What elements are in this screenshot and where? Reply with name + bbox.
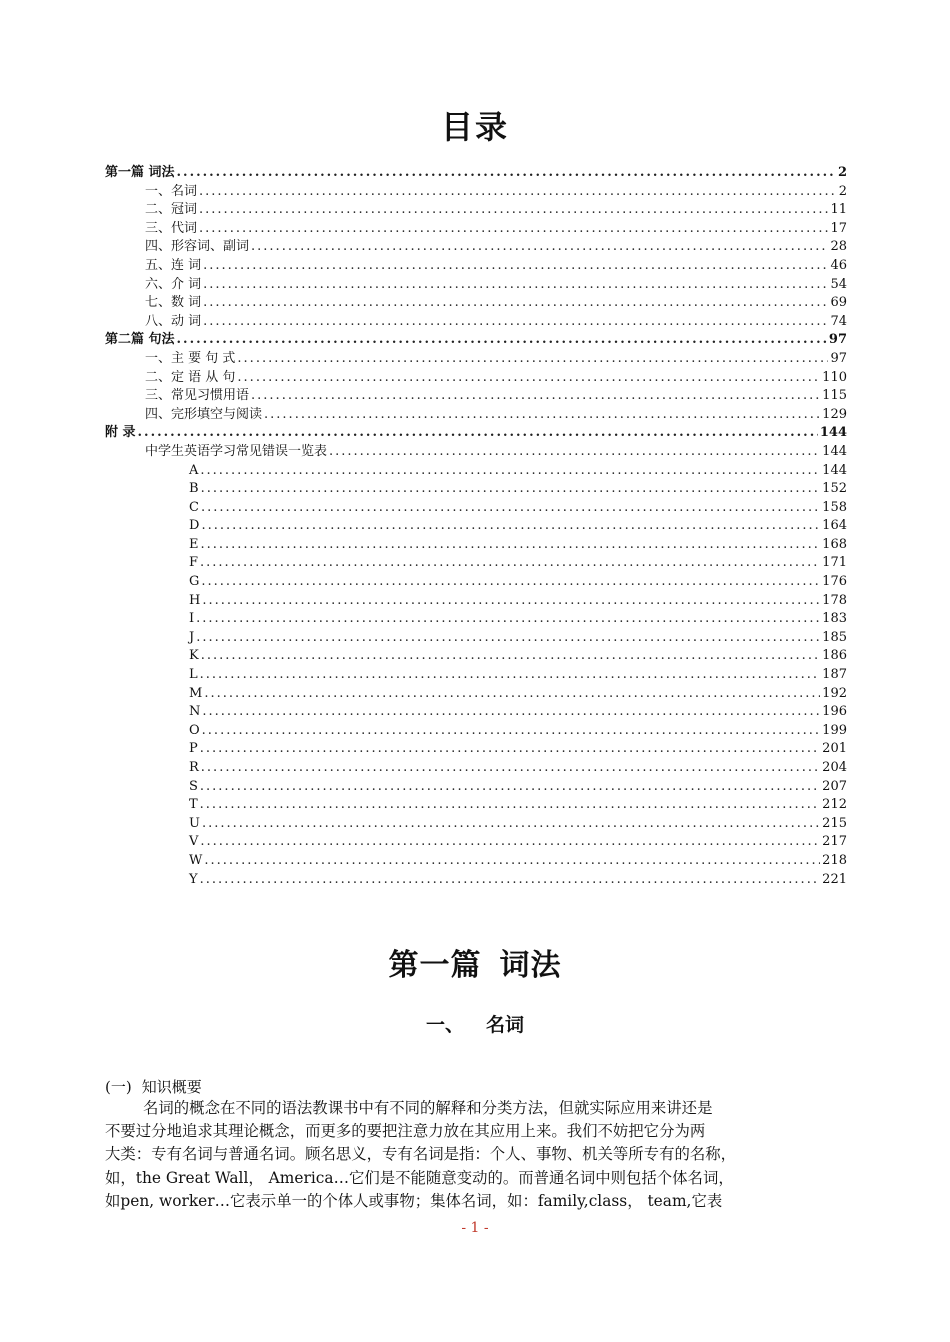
toc-entry[interactable] <box>105 685 847 704</box>
toc-entry[interactable] <box>105 722 847 741</box>
toc-entry-page: 28 <box>830 239 847 255</box>
toc-entry-label: 数 词 <box>171 295 202 311</box>
toc-entry-number: 四、 <box>145 406 172 422</box>
toc-entry-label: K <box>189 648 199 664</box>
toc-leader-dots <box>202 815 820 834</box>
section-name: 名词 <box>486 1014 525 1036</box>
toc-entry-page: 144 <box>822 462 847 478</box>
toc-leader-dots <box>199 183 837 202</box>
toc-entry[interactable] <box>105 815 847 834</box>
toc-entry-page: 168 <box>822 536 847 552</box>
toc-entry[interactable] <box>105 369 847 388</box>
toc-entry-label: E <box>189 536 199 552</box>
toc-entry-label: P <box>189 741 198 757</box>
toc-entry[interactable] <box>105 703 847 722</box>
toc-leader-dots <box>251 238 828 257</box>
toc-entry[interactable] <box>105 276 847 295</box>
page-number-footer: - 1 - <box>461 1220 489 1236</box>
toc-leader-dots <box>202 722 821 741</box>
toc-entry[interactable] <box>105 778 847 797</box>
toc-entry-label: G <box>189 574 200 590</box>
body-paragraph <box>105 1097 847 1213</box>
toc-leader-dots <box>177 331 827 350</box>
toc-leader-dots <box>202 592 820 611</box>
toc-entry[interactable] <box>105 443 847 462</box>
toc-entry[interactable] <box>105 294 847 313</box>
toc-entry-label: C <box>189 499 199 515</box>
toc-leader-dots <box>200 871 821 890</box>
toc-entry-page: 2 <box>837 165 847 180</box>
toc-entry-label: M <box>189 685 203 701</box>
toc-entry-page: 17 <box>830 220 847 236</box>
subsection-number: (一) <box>105 1078 132 1096</box>
toc-entry[interactable] <box>105 220 847 239</box>
toc-entry-number: 三、 <box>145 220 172 236</box>
toc-entry-page: 2 <box>838 183 847 199</box>
toc-entry[interactable] <box>105 852 847 871</box>
toc-leader-dots <box>196 629 820 648</box>
toc-leader-dots <box>201 573 820 592</box>
toc-entry-label: 第一篇 词法 <box>105 165 175 180</box>
toc-entry[interactable] <box>105 164 847 183</box>
toc-leader-dots <box>196 610 820 629</box>
toc-entry-page: 212 <box>822 797 847 813</box>
toc-leader-dots <box>201 759 820 778</box>
toc-entry-page: 201 <box>822 741 847 757</box>
toc-entry-label: T <box>189 797 198 813</box>
body-line: 不要过分地追求其理论概念，而更多的要把注意力放在其应用上来。我们不妨把它分为两 <box>105 1122 706 1141</box>
subsection-heading <box>105 1076 202 1097</box>
toc-leader-dots <box>329 443 820 462</box>
toc-leader-dots <box>177 164 836 183</box>
toc-entry-page: 183 <box>822 611 847 627</box>
toc-entry-number: 八、 <box>145 313 172 329</box>
toc-entry-label: N <box>189 704 201 720</box>
toc-entry-label: 定 语 从 句 <box>171 369 236 385</box>
toc-leader-dots <box>204 852 820 871</box>
toc-entry-label: 主 要 句 式 <box>171 350 236 366</box>
toc-entry-label: W <box>189 852 203 868</box>
toc-entry-label: 常见习惯用语 <box>171 388 250 404</box>
toc-leader-dots <box>203 276 828 295</box>
toc-entry-label: 完形填空与阅读 <box>171 406 263 422</box>
toc-leader-dots <box>203 257 828 276</box>
toc-entry-page: 207 <box>822 778 847 794</box>
part-title <box>0 940 950 984</box>
toc-entry[interactable] <box>105 629 847 648</box>
toc-entry-number: 二、 <box>145 369 172 385</box>
toc-entry-label: 代词 <box>171 220 198 236</box>
toc-entry-page: 192 <box>822 685 847 701</box>
toc-entry-page: 196 <box>822 704 847 720</box>
toc-leader-dots <box>200 796 821 815</box>
toc-leader-dots <box>204 685 820 704</box>
toc-entry-page: 129 <box>822 406 847 422</box>
toc-entry-label: V <box>189 834 199 850</box>
toc-entry-label: S <box>189 778 198 794</box>
toc-entry-number: 六、 <box>145 276 172 292</box>
toc-leader-dots <box>203 313 828 332</box>
toc-leader-dots <box>138 424 818 443</box>
toc-entry-label: L <box>189 667 198 683</box>
part-name: 词法 <box>499 948 562 983</box>
toc-entry[interactable] <box>105 424 847 443</box>
toc-entry-page: 215 <box>822 815 847 831</box>
toc-entry-label: B <box>189 481 199 497</box>
toc-entry[interactable] <box>105 238 847 257</box>
toc-entry-page: 69 <box>830 295 847 311</box>
toc-entry[interactable] <box>105 554 847 573</box>
section-number: 一、 <box>425 1014 464 1036</box>
toc-entry[interactable] <box>105 387 847 406</box>
body-line: 如，the Great Wall， America…它们是不能随意变动的。而普通名词中则包括个体名词， <box>105 1168 734 1187</box>
body-line: 大类：专有名词与普通名词。顾名思义，专有名词是指：个人、事物、机关等所专有的名称， <box>105 1145 737 1164</box>
toc-entry[interactable] <box>105 796 847 815</box>
toc-entry-number: 二、 <box>145 202 172 218</box>
toc-entry[interactable] <box>105 740 847 759</box>
table-of-contents <box>105 164 847 889</box>
toc-entry-page: 74 <box>830 313 847 329</box>
toc-entry[interactable] <box>105 406 847 425</box>
toc-entry-label: 介 词 <box>171 276 202 292</box>
toc-entry[interactable] <box>105 499 847 518</box>
toc-entry-label: J <box>189 629 195 645</box>
toc-entry-number: 一、 <box>145 350 172 366</box>
toc-leader-dots <box>199 220 828 239</box>
toc-leader-dots <box>200 833 820 852</box>
toc-entry[interactable] <box>105 536 847 555</box>
toc-entry-number: 一、 <box>145 183 172 199</box>
toc-leader-dots <box>201 536 821 555</box>
body-line: 名词的概念在不同的语法教课书中有不同的解释和分类方法，但就实际应用来讲还是 <box>143 1099 713 1117</box>
toc-entry-label: F <box>189 555 199 571</box>
toc-entry-page: 158 <box>822 499 847 515</box>
toc-leader-dots <box>199 201 828 220</box>
toc-entry-page: 54 <box>830 276 847 292</box>
toc-entry[interactable] <box>105 647 847 666</box>
toc-entry-label: 中学生英语学习常见错误一览表 <box>145 443 328 459</box>
toc-entry-page: 97 <box>828 332 847 348</box>
toc-entry-label: 形容词、副词 <box>171 239 250 255</box>
toc-leader-dots <box>264 406 820 425</box>
toc-entry[interactable] <box>105 573 847 592</box>
toc-entry-page: 185 <box>822 629 847 645</box>
toc-leader-dots <box>251 387 820 406</box>
toc-entry-label: 冠词 <box>171 202 198 218</box>
toc-entry-label: O <box>189 722 200 738</box>
toc-entry-label: 连 词 <box>171 257 202 273</box>
toc-entry-number: 三、 <box>145 388 172 404</box>
toc-entry[interactable] <box>105 871 847 890</box>
toc-entry[interactable] <box>105 462 847 481</box>
toc-leader-dots <box>203 294 828 313</box>
toc-entry-label: 第二篇 句法 <box>105 332 175 348</box>
toc-entry[interactable] <box>105 350 847 369</box>
toc-entry[interactable] <box>105 257 847 276</box>
toc-entry-label: 名词 <box>171 183 198 199</box>
toc-entry-page: 110 <box>822 369 847 385</box>
toc-entry-page: 171 <box>822 555 847 571</box>
toc-entry-label: I <box>189 611 195 627</box>
toc-entry-label: 动 词 <box>171 313 202 329</box>
toc-entry[interactable] <box>105 592 847 611</box>
toc-entry[interactable] <box>105 201 847 220</box>
toc-leader-dots <box>201 517 820 536</box>
toc-leader-dots <box>200 740 820 759</box>
toc-entry-page: 152 <box>822 481 847 497</box>
toc-entry[interactable] <box>105 313 847 332</box>
toc-leader-dots <box>200 778 820 797</box>
toc-entry-page: 164 <box>822 518 847 534</box>
toc-entry-page: 218 <box>822 852 847 868</box>
section-title <box>0 1010 950 1037</box>
toc-entry-label: R <box>189 760 199 775</box>
toc-entry-page: 144 <box>822 443 847 459</box>
toc-entry-label: 附 录 <box>105 425 136 441</box>
toc-entry-page: 178 <box>822 592 847 608</box>
toc-entry-page: 97 <box>830 350 847 366</box>
part-prefix: 第一篇 <box>388 948 482 983</box>
toc-entry-page: 199 <box>822 722 847 738</box>
toc-entry-page: 144 <box>819 425 847 441</box>
toc-entry-page: 186 <box>822 648 847 664</box>
toc-entry-label: D <box>189 518 200 534</box>
toc-leader-dots <box>201 499 820 518</box>
toc-entry-page: 115 <box>822 388 847 404</box>
toc-entry-page: 46 <box>830 257 847 273</box>
toc-entry[interactable] <box>105 759 847 778</box>
toc-entry[interactable] <box>105 480 847 499</box>
body-line: 如pen, worker…它表示单一的个体人或事物；集体名词，如：family,class， team,它表 <box>105 1191 723 1210</box>
toc-entry[interactable] <box>105 610 847 629</box>
toc-entry-page: 221 <box>822 871 847 887</box>
toc-leader-dots <box>200 666 821 685</box>
toc-entry-number: 五、 <box>145 257 172 273</box>
toc-entry-page: 204 <box>822 760 847 775</box>
toc-entry-label: Y <box>189 871 198 887</box>
toc-entry[interactable] <box>105 666 847 685</box>
toc-leader-dots <box>201 647 820 666</box>
toc-leader-dots <box>237 350 828 369</box>
toc-entry-label: A <box>189 462 199 478</box>
toc-leader-dots <box>237 369 820 388</box>
toc-leader-dots <box>200 554 820 573</box>
toc-leader-dots <box>201 480 821 499</box>
toc-leader-dots <box>200 462 820 481</box>
toc-entry-number: 四、 <box>145 239 172 255</box>
toc-entry-label: H <box>189 592 201 608</box>
subsection-text: 知识概要 <box>141 1078 202 1096</box>
toc-entry[interactable] <box>105 833 847 852</box>
toc-entry-number: 七、 <box>145 295 172 311</box>
toc-entry[interactable] <box>105 517 847 536</box>
toc-entry[interactable] <box>105 183 847 202</box>
toc-entry[interactable] <box>105 331 847 350</box>
toc-entry-page: 11 <box>830 202 847 218</box>
toc-entry-page: 176 <box>822 574 847 590</box>
toc-entry-page: 217 <box>822 834 847 850</box>
toc-entry-label: U <box>189 815 200 831</box>
toc-leader-dots <box>202 703 820 722</box>
toc-entry-page: 187 <box>822 667 847 683</box>
toc-title: 目录 <box>440 108 509 146</box>
